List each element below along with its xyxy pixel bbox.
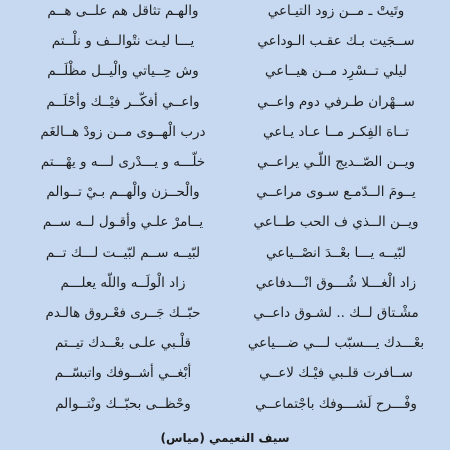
verse-row [0,272,450,294]
verse-first-hemistich: وفْـــرح لَشـــوفك باجْتماعــي [255,395,417,412]
verse-second-hemistich: وحْظــى بحبّــك ونْتــوالم [55,395,191,412]
verse-row [0,121,450,143]
verse-second-hemistich: زاد الْولَــه واللّه يعلـــم [60,274,186,291]
verse-row [0,60,450,82]
verse-row [0,332,450,354]
verse-first-hemistich: تــاهَ الفِكـر مــا عـاد يـاعي [262,123,410,140]
verse-first-hemistich: لبّيــه يـــا بعْــدَ انصْــياعي [266,244,406,261]
verse-first-hemistich: ســجَيت بـك عقـب الـوداعي [257,33,415,50]
verse-first-hemistich: ســهْران طـرفي دوم واعــي [257,93,415,110]
verse-second-hemistich: خلّـــه و يـــدْرى لـــه و يهْـــتم [40,154,206,170]
verse-second-hemistich: قلْـبي علـى بعْــدك تيــتم [54,335,191,352]
verse-first-hemistich: بعْـــدك يـــسبّب لـــي ضـــياعي [247,335,425,352]
verse-second-hemistich: يــامرْ علـي وأقـول لــه ســم [42,214,204,231]
verse-row [0,91,450,113]
verse-row [0,302,450,324]
verse-first-hemistich: وتَيتْ ـ مــن زود التيـاعي [267,3,405,19]
verse-second-hemistich: يـــا ليـت نتْوالــف و نلْــتم [51,33,195,50]
verse-row [0,30,450,52]
verse-row [0,362,450,384]
verse-first-hemistich: مشْـتاق لــك .. لشـوق داعــي [253,305,419,321]
verse-row [0,151,450,173]
verse-second-hemistich: والهـم تثاقل هم علــى هــم [47,3,199,19]
verse-second-hemistich: وش حِــياتي والْيــل مظْلَــم [47,63,199,80]
verse-row [0,211,450,233]
verse-second-hemistich: لبّيــه ســم لبّيــت لـــك تــم [45,244,201,261]
verse-second-hemistich: واعــي أفكّــر فيْــك وأحْلَــم [46,93,200,110]
verse-first-hemistich: زاد الْغـــلا شُـــوق انْـــدفاعي [255,274,417,291]
verse-first-hemistich: ســافرت قلـبي فيْـك لاعــي [259,365,413,382]
verse-second-hemistich: أبْغــي أشــوفك واتبسّــم [54,365,192,382]
verse-first-hemistich: يــومَ الــدّمـع سـوى مراعــي [256,184,416,201]
verse-row [0,242,450,264]
verse-first-hemistich: ويــن الصّــديج اللّـي يراعــي [256,154,416,170]
verse-row [0,181,450,203]
verse-row [0,393,450,415]
verse-first-hemistich: ليلي تــسْرِد مــن هيــاعي [265,63,407,80]
verse-first-hemistich: ويــن الــذي ف الحب طــاعي [253,214,419,231]
verse-second-hemistich: حبّــك جَــرى فعْـروق هالـدم [45,305,201,321]
verse-row [0,0,450,22]
verse-second-hemistich: والْحــزن والْهــم بـيْ تــوالم [46,184,200,201]
poet-signature: سيف النعيمي (مياس) [160,431,290,445]
verse-second-hemistich: درب الْهــوى مــن زودْ هــالغَم [40,123,206,140]
